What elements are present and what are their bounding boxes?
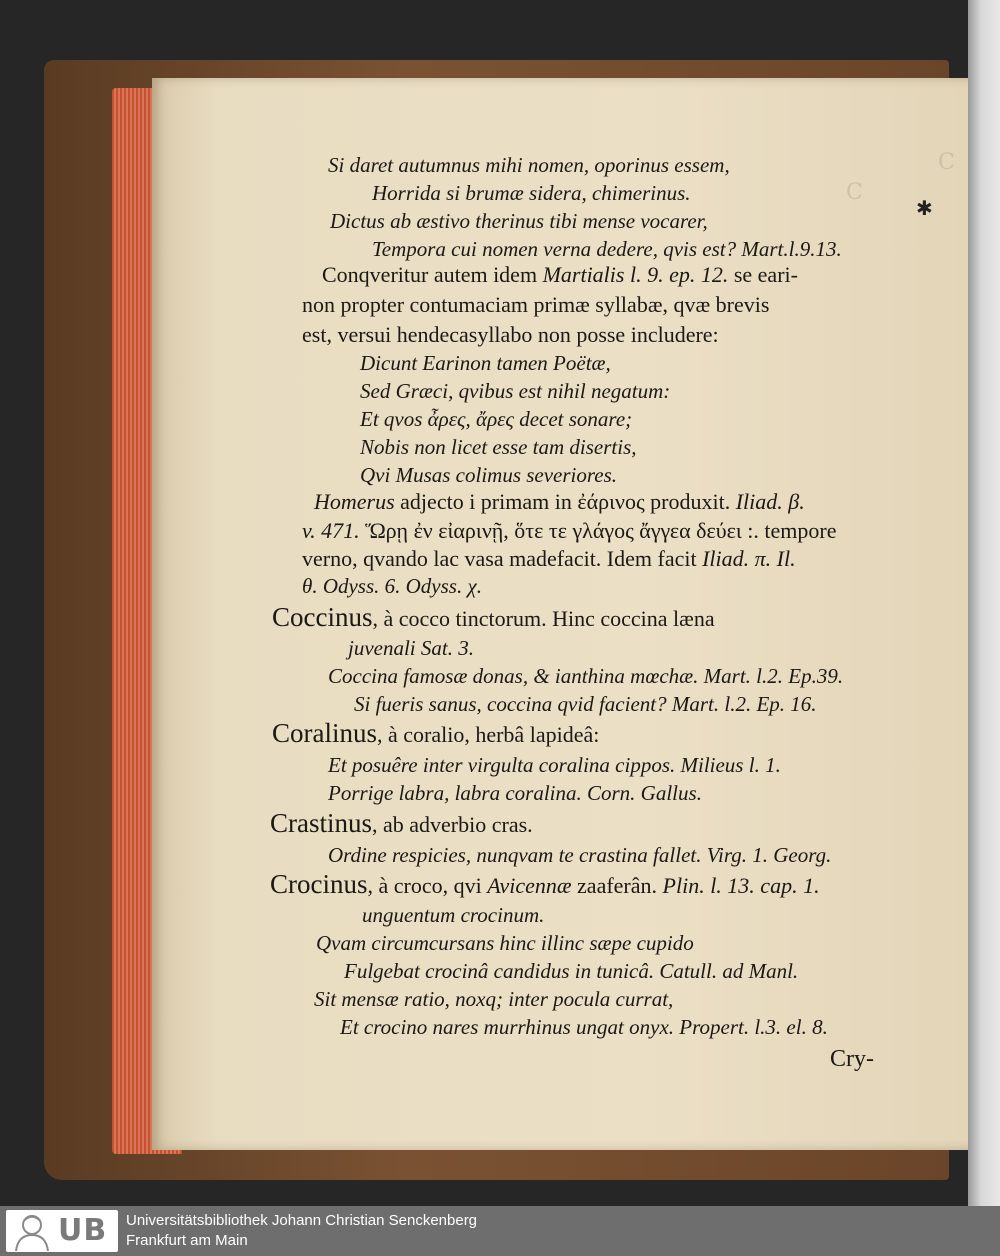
verse-line: Et posuêre inter virgulta coralina cippos. Milieus l. 1. (328, 753, 781, 777)
entry-headword: Coralinus (272, 718, 377, 748)
verse-line: Nobis non licet esse tam disertis, (360, 435, 637, 459)
text-segment: Conqveritur autem idem (322, 262, 538, 287)
verse-line: Sed Græci, qvibus est nihil negatum: (360, 379, 671, 403)
verse-line: Et crocino nares murrhinus ungat onyx. Propert. l.3. el. 8. (340, 1015, 828, 1039)
citation: Iliad. β. (735, 489, 805, 514)
entry-line (272, 718, 599, 749)
text-line: non propter contumaciam primæ syllabæ, qvæ brevis (302, 292, 770, 317)
verse-line: Porrige labra, labra coralina. Corn. Gallus. (328, 781, 702, 805)
bleed-through-mark: C (846, 180, 863, 205)
entry-headword: Crocinus (270, 869, 368, 899)
citation: Iliad. π. Il. (702, 546, 796, 571)
text-line: unguentum crocinum. (362, 903, 545, 927)
text-line: Tempora cui nomen verna dedere, qvis est? Mart.l.9.13. (372, 237, 842, 261)
citation: Martialis l. 9. ep. 12. (542, 262, 729, 287)
text-line: Horrida si brumæ sidera, chimerinus. (372, 181, 691, 205)
text-segment: adjecto i primam in ἐάρινος produxit. (400, 489, 731, 514)
citation: Plin. l. 13. cap. 1. (662, 873, 820, 898)
text-segment: , à coralio, herbâ lapideâ: (377, 722, 600, 747)
text-line (302, 546, 796, 572)
verse-line: Et qvos ἆρες, ἄρες decet sonare; (360, 407, 633, 431)
next-page-strip (968, 0, 1000, 1206)
text-segment: , à croco, qvi (367, 873, 482, 898)
text-line (322, 262, 798, 288)
institution-name: Universitätsbibliothek Johann Christian Senckenberg (126, 1212, 478, 1229)
entry-line (272, 602, 715, 633)
verse-line: Si fueris sanus, coccina qvid facient? Mart. l.2. Ep. 16. (354, 692, 817, 716)
text-segment: verno, qvando lac vasa madefacit. Idem facit (302, 546, 697, 571)
text-line: Dictus ab æstivo therinus tibi mense vocarer, (330, 209, 708, 233)
entry-headword: Coccinus (272, 602, 373, 632)
bleed-through-mark: C (938, 150, 955, 175)
text-line: Si daret autumnus mihi nomen, oporinus essem, (328, 153, 730, 177)
logo-text: UB (58, 1213, 108, 1248)
author-name: Homerus (314, 489, 395, 514)
portrait-icon (10, 1211, 54, 1251)
verse-line: Ordine respicies, nunqvam te crastina fallet. Virg. 1. Georg. (328, 843, 832, 867)
verse-line: Qvi Musas colimus severiores. (360, 463, 618, 487)
author-name: Avicennæ (487, 873, 572, 898)
text-segment: , à cocco tinctorum. Hinc coccina læna (372, 606, 715, 631)
entry-headword: Crastinus (270, 808, 373, 838)
text-segment: se eari- (733, 262, 798, 287)
text-line: est, versui hendecasyllabo non posse includere: (302, 322, 719, 347)
verse-line: Fulgebat crocinâ candidus in tunicâ. Catull. ad Manl. (344, 959, 799, 983)
citation: v. 471. (302, 518, 360, 543)
greek-quote: Ὥρῃ ἐν εἰαρινῇ, ὅτε τε γλάγος ἄγγεα δεύει :. tempore (365, 518, 837, 543)
verse-line: Sit mensæ ratio, noxq; inter pocula currat, (314, 987, 674, 1011)
library-logo (6, 1210, 118, 1252)
text-line (302, 518, 837, 544)
text-segment: zaaferân. (577, 873, 658, 898)
text-line: juvenali Sat. 3. (348, 636, 474, 660)
text-segment: , ab adverbio cras. (372, 812, 533, 837)
text-line (314, 489, 805, 515)
entry-line (270, 808, 533, 839)
verse-line: Qvam circumcursans hinc illinc sæpe cupido (316, 931, 694, 955)
verse-line: Dicunt Earinon tamen Poëtæ, (360, 351, 611, 375)
institution-city: Frankfurt am Main (126, 1232, 248, 1249)
text-line: θ. Odyss. 6. Odyss. χ. (302, 574, 482, 598)
margin-asterisk: ✱ (916, 196, 933, 220)
verse-line: Coccina famosæ donas, & ianthina mœchæ. Mart. l.2. Ep.39. (328, 664, 844, 688)
entry-line (270, 869, 820, 900)
footer-bar (0, 1206, 1000, 1256)
catchword: Cry- (830, 1046, 874, 1072)
